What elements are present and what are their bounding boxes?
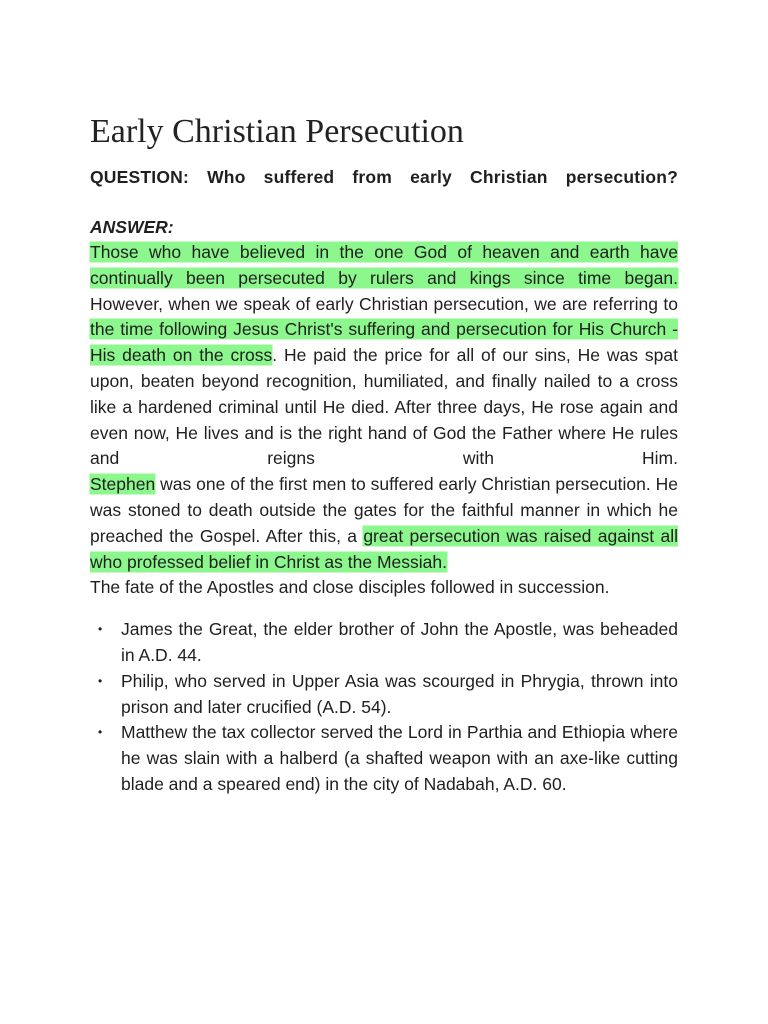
paragraph-intro-text-1: However, when we speak of early Christian persecution, we are referring to <box>90 293 678 314</box>
highlight-stephen: Stephen <box>90 474 156 495</box>
bullet-icon: • <box>98 622 103 637</box>
highlight-jesus-suffering: the time following Jesus Christ's suffering and persecution for His Church - His death on the cross <box>90 319 678 366</box>
question-line: QUESTION: Who suffered from early Christian persecution? <box>90 167 678 187</box>
apostles-fate-list <box>90 617 678 798</box>
paragraph-intro-text-2: . He paid the price for all of our sins, He was spat upon, beaten beyond recognition, humiliated, and finally nailed to a cross like a hardened criminal until He died. After three days, He rose again and even now, He lives and is the right hand of God the Father where He rules and reigns with Him. <box>90 345 678 469</box>
paragraph-stephen <box>90 472 678 575</box>
bullet-icon: • <box>98 673 103 688</box>
document-content <box>90 108 678 798</box>
list-item <box>98 720 678 797</box>
highlight-great-persecution: great persecution was raised against all who professed belief in Christ as the Messiah. <box>90 525 678 572</box>
list-item-text: James the Great, the elder brother of John the Apostle, was beheaded in A.D. 44. <box>121 619 678 665</box>
paragraph-stephen-text: was one of the first men to suffered early Christian persecution. He was stoned to death outside the gates for the faithful manner in which he preached the Gospel. After this, a <box>90 474 678 546</box>
paragraph-apostles-fate: The fate of the Apostles and close disciples followed in succession. <box>90 577 610 598</box>
list-item-text: Matthew the tax collector served the Lord in Parthia and Ethiopia where he was slain with a halberd (a shafted weapon with an axe-like cutting blade and a speared end) in the city of Nadabah, A.D. 60. <box>121 722 678 794</box>
list-item <box>98 617 678 669</box>
list-item-text: Philip, who served in Upper Asia was scourged in Phrygia, thrown into prison and later crucified (A.D. 54). <box>121 670 678 717</box>
answer-label: ANSWER: <box>90 217 174 237</box>
bullet-icon: • <box>98 725 103 740</box>
highlight-persecution-intro: Those who have believed in the one God of heaven and earth have continually been persecuted by rulers and kings since time began. <box>90 242 678 288</box>
page-title: Early Christian Persecution <box>90 113 464 150</box>
paragraph-intro <box>90 240 678 472</box>
list-item <box>98 669 678 721</box>
